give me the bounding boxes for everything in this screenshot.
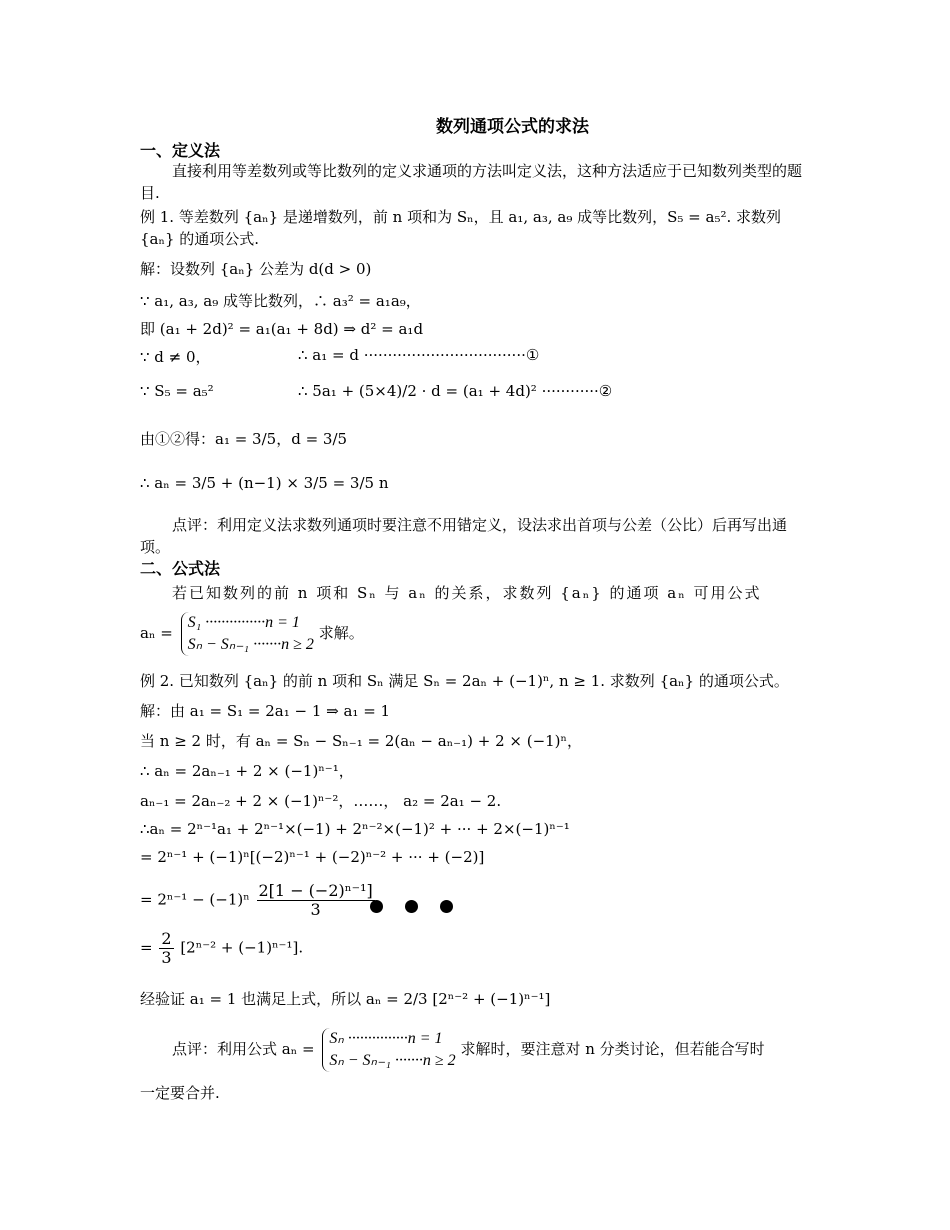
piecewise-brace [181,612,314,656]
piecewise-case-1: S₁ ···············n = 1 [187,614,300,631]
example-2-solution-line-8: = $\frac{2}{3}$ [2ⁿ⁻² + (−1)ⁿ⁻¹]. [140,929,304,967]
example-2-solution-line-2: 当 n ≥ 2 时，有 aₙ = Sₙ − Sₙ₋₁ = 2(aₙ − aₙ₋₁) + 2 × (−1)ⁿ， [140,732,583,750]
dot-2 [405,900,418,913]
section-heading-formula: 二、公式法 [140,559,221,578]
section-intro-formula: 若已知数列的前 n 项和 Sₙ 与 aₙ 的关系，求数列 {aₙ} 的通项 aₙ 可用公式 [172,584,762,602]
comment-case-1: Sₙ ···············n = 1 [329,1030,443,1047]
example-1-solution-line-4b: ∴ a₁ = d ··································① [298,346,540,364]
dot-1 [370,900,383,913]
section-intro-definition: 直接利用等差数列或等比数列的定义求通项的方法叫定义法，这种方法适应于已知数列类型的题目. [140,162,803,202]
example-2-solution-line-3: ∴ aₙ = 2aₙ₋₁ + 2 × (−1)ⁿ⁻¹， [140,762,354,780]
line-7-fraction [257,882,375,919]
example-1-problem: 例 1. 等差数列 {aₙ} 是递增数列，前 n 项和为 Sₙ，且 a₁, a₃, a₉ 成等比数列，S₅ = a₅². 求数列 {aₙ} 的通项公式. [140,208,782,248]
line-8-numerator: 2 [161,929,172,948]
example-1-solution-line-1: 解：设数列 {aₙ} 公差为 d(d > 0) [140,260,372,278]
comment-prefix: 点评：利用公式 aₙ = [172,1040,315,1058]
example-1-solution-line-3: 即 (a₁ + 2d)² = a₁(a₁ + 8d) ⇒ d² = a₁d [140,320,424,338]
line-8-fraction [159,930,173,967]
line-8-rhs: [2ⁿ⁻² + (−1)ⁿ⁻¹]. [180,938,304,957]
piecewise-lhs: aₙ = [140,624,173,642]
example-2-solution-line-7 [140,882,377,919]
example-1-solution-line-5b: ∴ 5a₁ + (5×4)/2 · d = (a₁ + 4d)² ············② [298,382,613,400]
section-heading-definition: 一、定义法 [140,141,221,160]
dot-3 [440,900,453,913]
example-1-solution-line-2: ∵ a₁, a₃, a₉ 成等比数列，∴ a₃² = a₁a₉， [140,292,421,310]
example-2-problem: 例 2. 已知数列 {aₙ} 的前 n 项和 Sₙ 满足 Sₙ = 2aₙ + (−1)ⁿ, n ≥ 1. 求数列 {aₙ} 的通项公式。 [140,672,789,690]
example-2-solution-line-6: = 2ⁿ⁻¹ + (−1)ⁿ[(−2)ⁿ⁻¹ + (−2)ⁿ⁻² + ··· + (−2)] [140,848,485,866]
comment-brace [322,1028,455,1072]
example-2-solution-line-5: ∴aₙ = 2ⁿ⁻¹a₁ + 2ⁿ⁻¹×(−1) + 2ⁿ⁻²×(−1)² + ··· + 2×(−1)ⁿ⁻¹ [140,820,570,838]
example-2-comment [172,1028,765,1072]
piecewise-formula [140,612,364,656]
example-2-solution-line-1: 解：由 a₁ = S₁ = 2a₁ − 1 ⇒ a₁ = 1 [140,702,391,720]
example-1-solution-line-6: 由①②得：a₁ = 3/5，d = 3/5 [140,430,348,448]
example-1-solution-line-5a: ∵ S₅ = a₅² [140,382,214,400]
piecewise-case-2: Sₙ − Sₙ₋₁ ·······n ≥ 2 [187,636,314,653]
example-1-solution-line-4a: ∵ d ≠ 0， [140,348,211,366]
page-title: 数列通项公式的求法 [436,117,589,137]
example-2-solution-line-4: aₙ₋₁ = 2aₙ₋₂ + 2 × (−1)ⁿ⁻²，……， a₂ = 2a₁ − 2. [140,792,502,810]
example-1-solution-line-7: ∴ aₙ = 3/5 + (n−1) × 3/5 = 3/5 n [140,474,389,492]
example-1-comment: 点评：利用定义法求数列通项时要注意不用错定义，设法求出首项与公差（公比）后再写出通项。 [140,516,788,556]
example-2-comment-end: 一定要合并. [140,1084,220,1102]
comment-suffix: 求解时，要注意对 n 分类讨论，但若能合写时 [460,1040,765,1058]
comment-case-2: Sₙ − Sₙ₋₁ ·······n ≥ 2 [329,1052,456,1069]
line-7-denominator: 3 [310,900,321,919]
piecewise-suffix: 求解。 [318,624,364,642]
line-8-denominator: 3 [161,948,172,967]
line-7-lhs: = 2ⁿ⁻¹ − (−1)ⁿ [140,890,250,909]
line-7-numerator: 2[1 − (−2)ⁿ⁻¹] [258,881,373,900]
ellipsis-dots [370,900,453,913]
example-2-solution-line-9: 经验证 a₁ = 1 也满足上式，所以 aₙ = 2/3 [2ⁿ⁻² + (−1)ⁿ⁻¹] [140,990,551,1008]
